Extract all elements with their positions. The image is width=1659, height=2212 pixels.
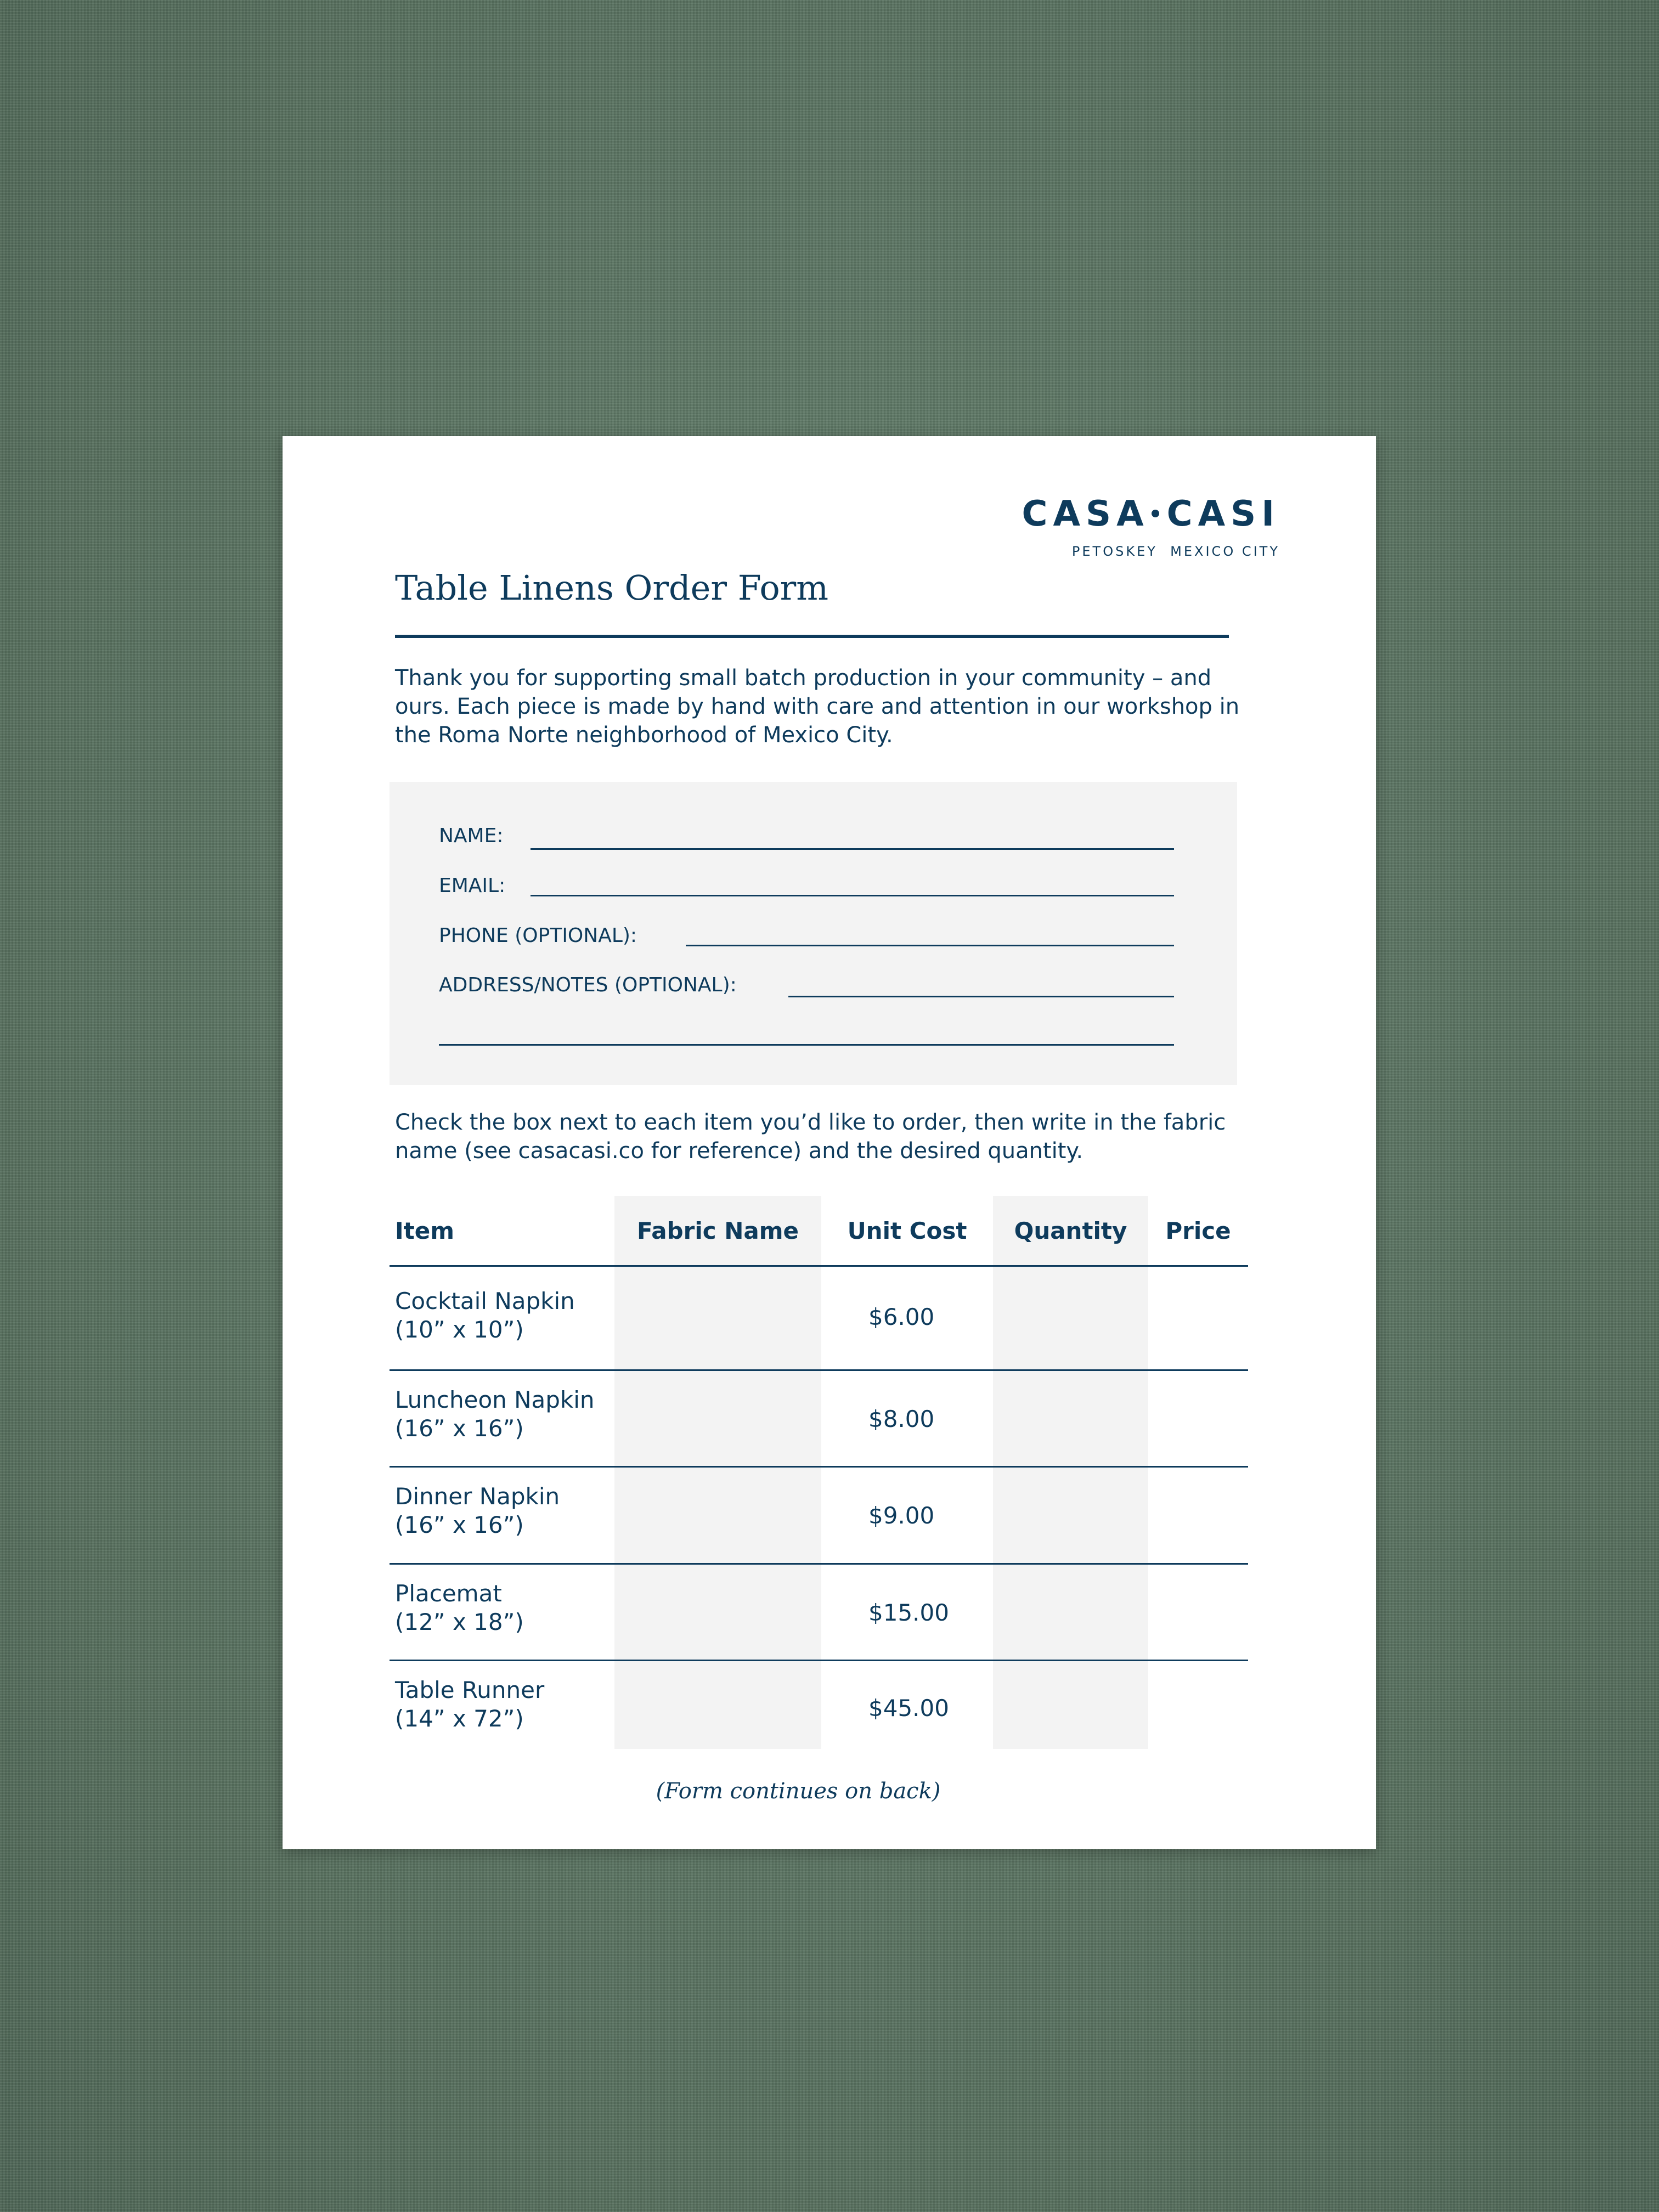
item-size: (12” x 18”) [395,1609,524,1635]
order-table [390,1196,1248,1749]
phone-input-line[interactable] [686,945,1174,946]
item-size: (14” x 72”) [395,1705,524,1732]
item-name: Placemat [395,1580,502,1607]
address-field[interactable] [439,974,1207,996]
address-label: ADDRESS/NOTES (OPTIONAL): [439,974,737,996]
phone-label: PHONE (OPTIONAL): [439,924,637,947]
item-cell [395,1287,575,1344]
item-name: Table Runner [395,1677,545,1703]
logo-wordmark [1022,496,1280,532]
phone-field[interactable] [439,924,1207,947]
item-cell [395,1386,595,1443]
order-instructions: Check the box next to each item you’d like to order, then write in the fabric name (see casacasi.co for reference) and the desired quantity. [395,1110,1226,1164]
header-unit-cost: Unit Cost [847,1217,967,1244]
order-form-page [283,436,1376,1849]
form-continues-note: (Form continues on back) [656,1779,941,1804]
table-row[interactable] [390,1564,1248,1660]
unit-cost-cell: $8.00 [868,1406,935,1432]
name-input-line[interactable] [531,848,1174,850]
page-title: Table Linens Order Form [395,568,829,608]
item-name: Cocktail Napkin [395,1288,575,1314]
item-name: Luncheon Napkin [395,1386,595,1413]
item-name: Dinner Napkin [395,1483,560,1510]
name-label: NAME: [439,825,504,847]
title-divider [395,635,1229,638]
email-field[interactable] [439,874,1207,897]
header-fabric-name: Fabric Name [636,1217,799,1244]
unit-cost-cell: $45.00 [868,1695,949,1722]
header-price: Price [1165,1217,1231,1244]
header-quantity: Quantity [1014,1217,1127,1244]
address-second-line[interactable] [439,1044,1174,1046]
name-field[interactable] [439,825,1207,847]
table-row[interactable] [390,1661,1248,1749]
unit-cost-cell: $15.00 [868,1599,949,1626]
email-input-line[interactable] [531,895,1174,896]
unit-cost-cell: $6.00 [868,1304,935,1330]
logo-locations: PETOSKEY MEXICO CITY [1071,544,1280,559]
header-item: Item [395,1217,454,1244]
item-size: (10” x 10”) [395,1316,524,1343]
item-cell [395,1676,544,1733]
logo-name-left: CASA [1022,494,1149,534]
unit-cost-cell: $9.00 [868,1502,935,1529]
table-row[interactable] [390,1266,1248,1370]
logo-dot-icon [1152,510,1159,517]
item-size: (16” x 16”) [395,1511,524,1538]
contact-info-section [390,782,1237,1085]
address-input-line[interactable] [788,996,1174,997]
brand-logo [1022,496,1280,559]
table-row[interactable] [390,1467,1248,1563]
intro-paragraph: Thank you for supporting small batch production in your community – and ours. Each piece is made by hand with care and attention in our workshop in the Roma Norte neighborhood of Mexico City. [395,665,1240,748]
item-size: (16” x 16”) [395,1415,524,1442]
item-cell [395,1482,560,1539]
email-label: EMAIL: [439,874,506,897]
logo-name-right: CASI [1166,494,1280,534]
table-row[interactable] [390,1370,1248,1466]
item-cell [395,1579,524,1637]
